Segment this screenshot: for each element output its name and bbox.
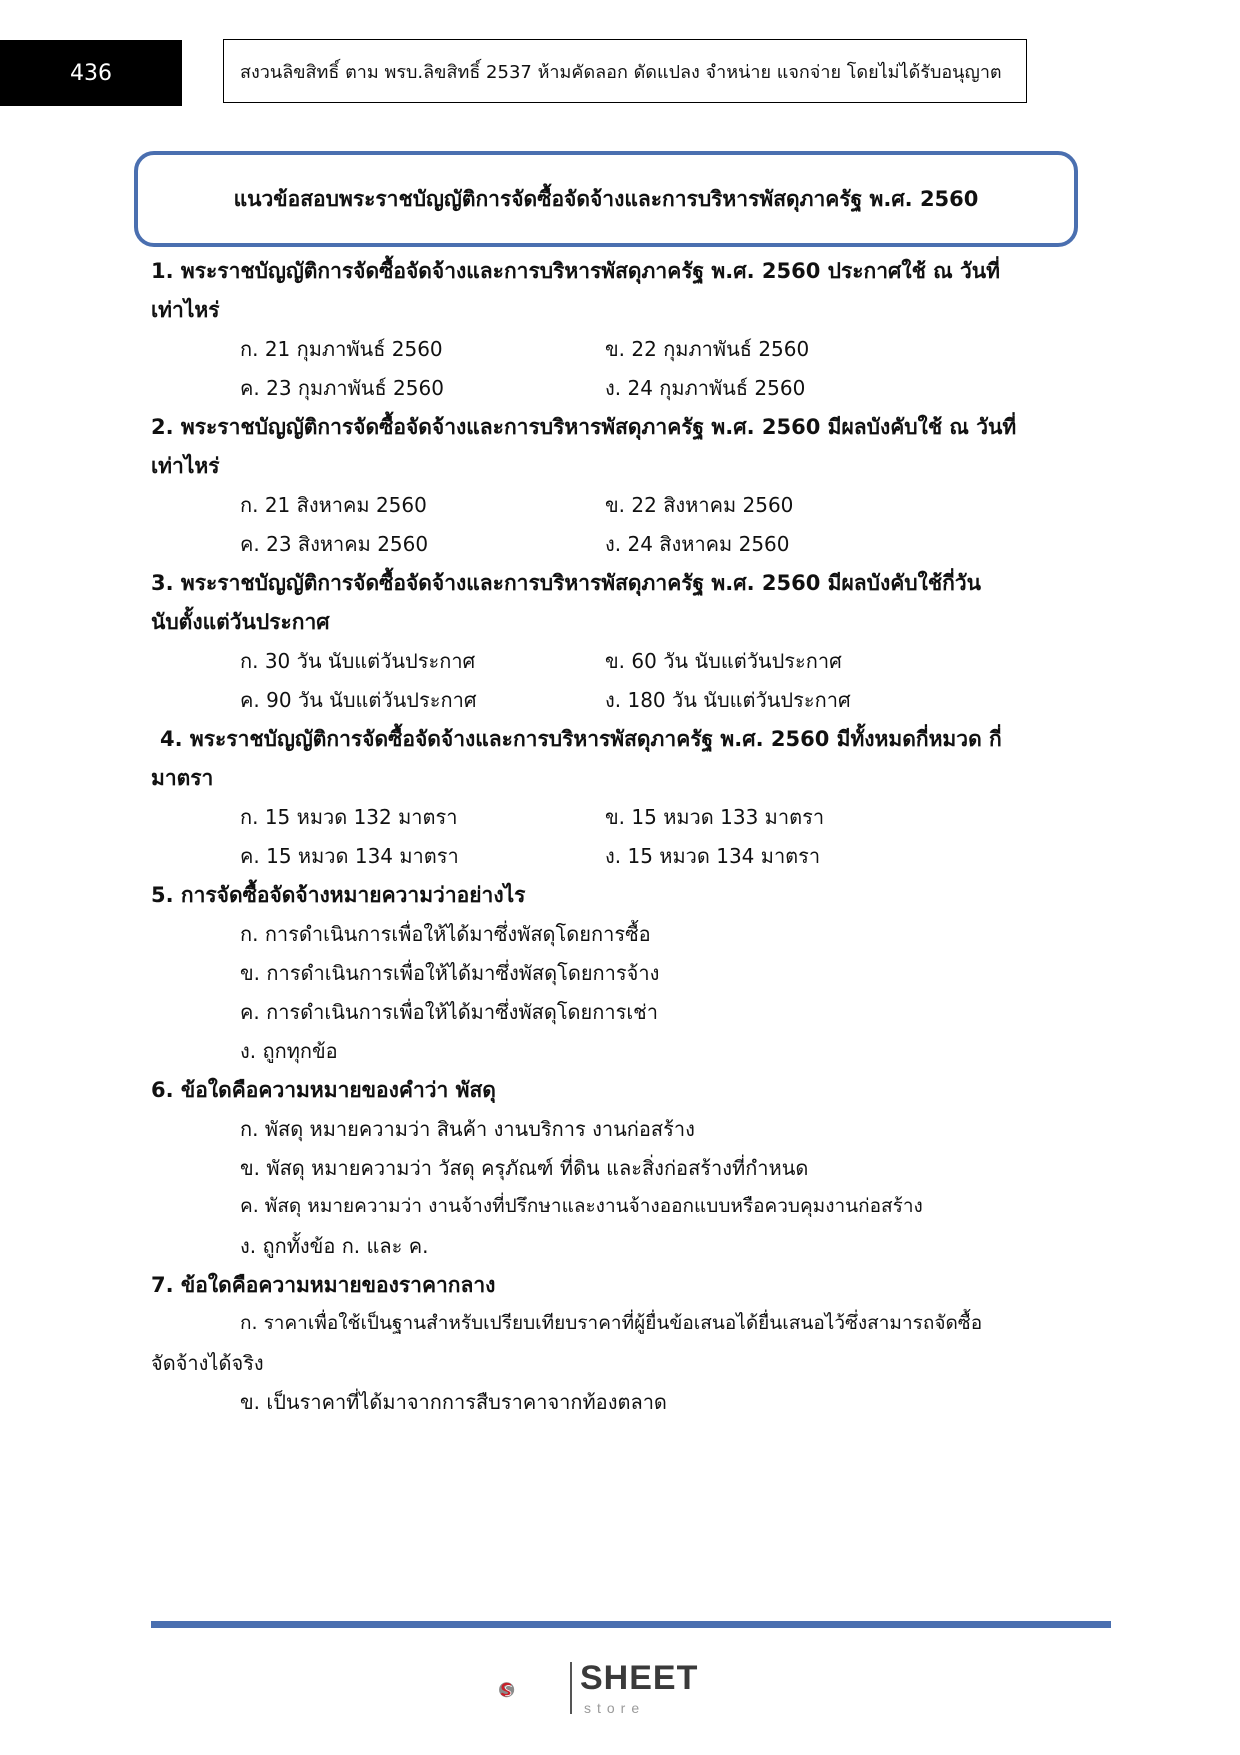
question-1-line2: เท่าไหร่ xyxy=(151,298,220,322)
question-6-option-a: ก. พัสดุ หมายความว่า สินค้า งานบริการ งานก่อสร้าง xyxy=(240,1117,695,1141)
question-2-line2: เท่าไหร่ xyxy=(151,454,220,478)
question-5-option-d: ง. ถูกทุกข้อ xyxy=(240,1039,338,1063)
question-2-line1: 2. พระราชบัญญัติการจัดซื้อจัดจ้างและการบริหารพัสดุภาครัฐ พ.ศ. 2560 มีผลบังคับใช้ ณ วันที่ xyxy=(151,415,1017,439)
copyright-notice: สงวนลิขสิทธิ์ ตาม พรบ.ลิขสิทธิ์ 2537 ห้ามคัดลอก ดัดแปลง จำหน่าย แจกจ่าย โดยไม่ได้รับอนุญาต xyxy=(223,39,1027,103)
page-number: 436 xyxy=(0,40,182,106)
question-1-option-a: ก. 21 กุมภาพันธ์ 2560 xyxy=(240,337,443,361)
question-7-option-a-cont: จัดจ้างได้จริง xyxy=(151,1351,264,1375)
question-2-option-b: ข. 22 สิงหาคม 2560 xyxy=(605,493,794,517)
question-7-line1: 7. ข้อใดคือความหมายของราคากลาง xyxy=(151,1273,496,1297)
question-6-line1: 6. ข้อใดคือความหมายของคำว่า พัสดุ xyxy=(151,1078,496,1102)
question-3-option-b: ข. 60 วัน นับแต่วันประกาศ xyxy=(605,649,842,673)
question-4-line1: 4. พระราชบัญญัติการจัดซื้อจัดจ้างและการบริหารพัสดุภาครัฐ พ.ศ. 2560 มีทั้งหมดกี่หมวด กี่ xyxy=(160,727,1002,751)
logo-subtitle: store xyxy=(584,1700,646,1716)
question-6-option-c: ค. พัสดุ หมายความว่า งานจ้างที่ปรึกษาและงานจ้างออกแบบหรือควบคุมงานก่อสร้าง xyxy=(240,1195,923,1217)
question-4-option-a: ก. 15 หมวด 132 มาตรา xyxy=(240,805,458,829)
logo-name: SHEET xyxy=(580,1659,699,1697)
question-3-option-d: ง. 180 วัน นับแต่วันประกาศ xyxy=(605,688,851,712)
question-3-line2: นับตั้งแต่วันประกาศ xyxy=(151,610,330,634)
question-1-option-d: ง. 24 กุมภาพันธ์ 2560 xyxy=(605,376,806,400)
question-4-option-d: ง. 15 หมวด 134 มาตรา xyxy=(605,844,821,868)
logo-divider xyxy=(570,1662,572,1714)
question-7-option-a: ก. ราคาเพื่อใช้เป็นฐานสำหรับเปรียบเทียบราคาที่ผู้ยื่นข้อเสนอได้ยื่นเสนอไว้ซึ่งสามารถจัดซื้อ xyxy=(240,1312,983,1334)
question-6-option-b: ข. พัสดุ หมายความว่า วัสดุ ครุภัณฑ์ ที่ดิน และสิ่งก่อสร้างที่กำหนด xyxy=(240,1156,809,1180)
question-5-line1: 5. การจัดซื้อจัดจ้างหมายความว่าอย่างไร xyxy=(151,883,526,907)
question-4-option-c: ค. 15 หมวด 134 มาตรา xyxy=(240,844,459,868)
question-2-option-d: ง. 24 สิงหาคม 2560 xyxy=(605,532,790,556)
section-title: แนวข้อสอบพระราชบัญญัติการจัดซื้อจัดจ้างและการบริหารพัสดุภาครัฐ พ.ศ. 2560 xyxy=(134,151,1078,247)
question-5-option-c: ค. การดำเนินการเพื่อให้ได้มาซึ่งพัสดุโดยการเช่า xyxy=(240,1000,658,1024)
question-4-line2: มาตรา xyxy=(151,766,214,790)
question-3-option-a: ก. 30 วัน นับแต่วันประกาศ xyxy=(240,649,476,673)
question-1-option-c: ค. 23 กุมภาพันธ์ 2560 xyxy=(240,376,444,400)
sheet-store-logo-icon xyxy=(498,1655,568,1725)
question-6-option-d: ง. ถูกทั้งข้อ ก. และ ค. xyxy=(240,1234,429,1258)
question-1-line1: 1. พระราชบัญญัติการจัดซื้อจัดจ้างและการบริหารพัสดุภาครัฐ พ.ศ. 2560 ประกาศใช้ ณ วันที่ xyxy=(151,259,1000,283)
footer-rule xyxy=(151,1621,1111,1628)
question-7-option-b: ข. เป็นราคาที่ได้มาจากการสืบราคาจากท้องตลาด xyxy=(240,1390,667,1414)
question-1-option-b: ข. 22 กุมภาพันธ์ 2560 xyxy=(605,337,810,361)
question-4-option-b: ข. 15 หมวด 133 มาตรา xyxy=(605,805,825,829)
question-2-option-a: ก. 21 สิงหาคม 2560 xyxy=(240,493,427,517)
question-3-option-c: ค. 90 วัน นับแต่วันประกาศ xyxy=(240,688,477,712)
question-3-line1: 3. พระราชบัญญัติการจัดซื้อจัดจ้างและการบริหารพัสดุภาครัฐ พ.ศ. 2560 มีผลบังคับใช้กี่วัน xyxy=(151,571,981,595)
question-2-option-c: ค. 23 สิงหาคม 2560 xyxy=(240,532,429,556)
question-5-option-a: ก. การดำเนินการเพื่อให้ได้มาซึ่งพัสดุโดยการซื้อ xyxy=(240,922,651,946)
question-5-option-b: ข. การดำเนินการเพื่อให้ได้มาซึ่งพัสดุโดยการจ้าง xyxy=(240,961,660,985)
